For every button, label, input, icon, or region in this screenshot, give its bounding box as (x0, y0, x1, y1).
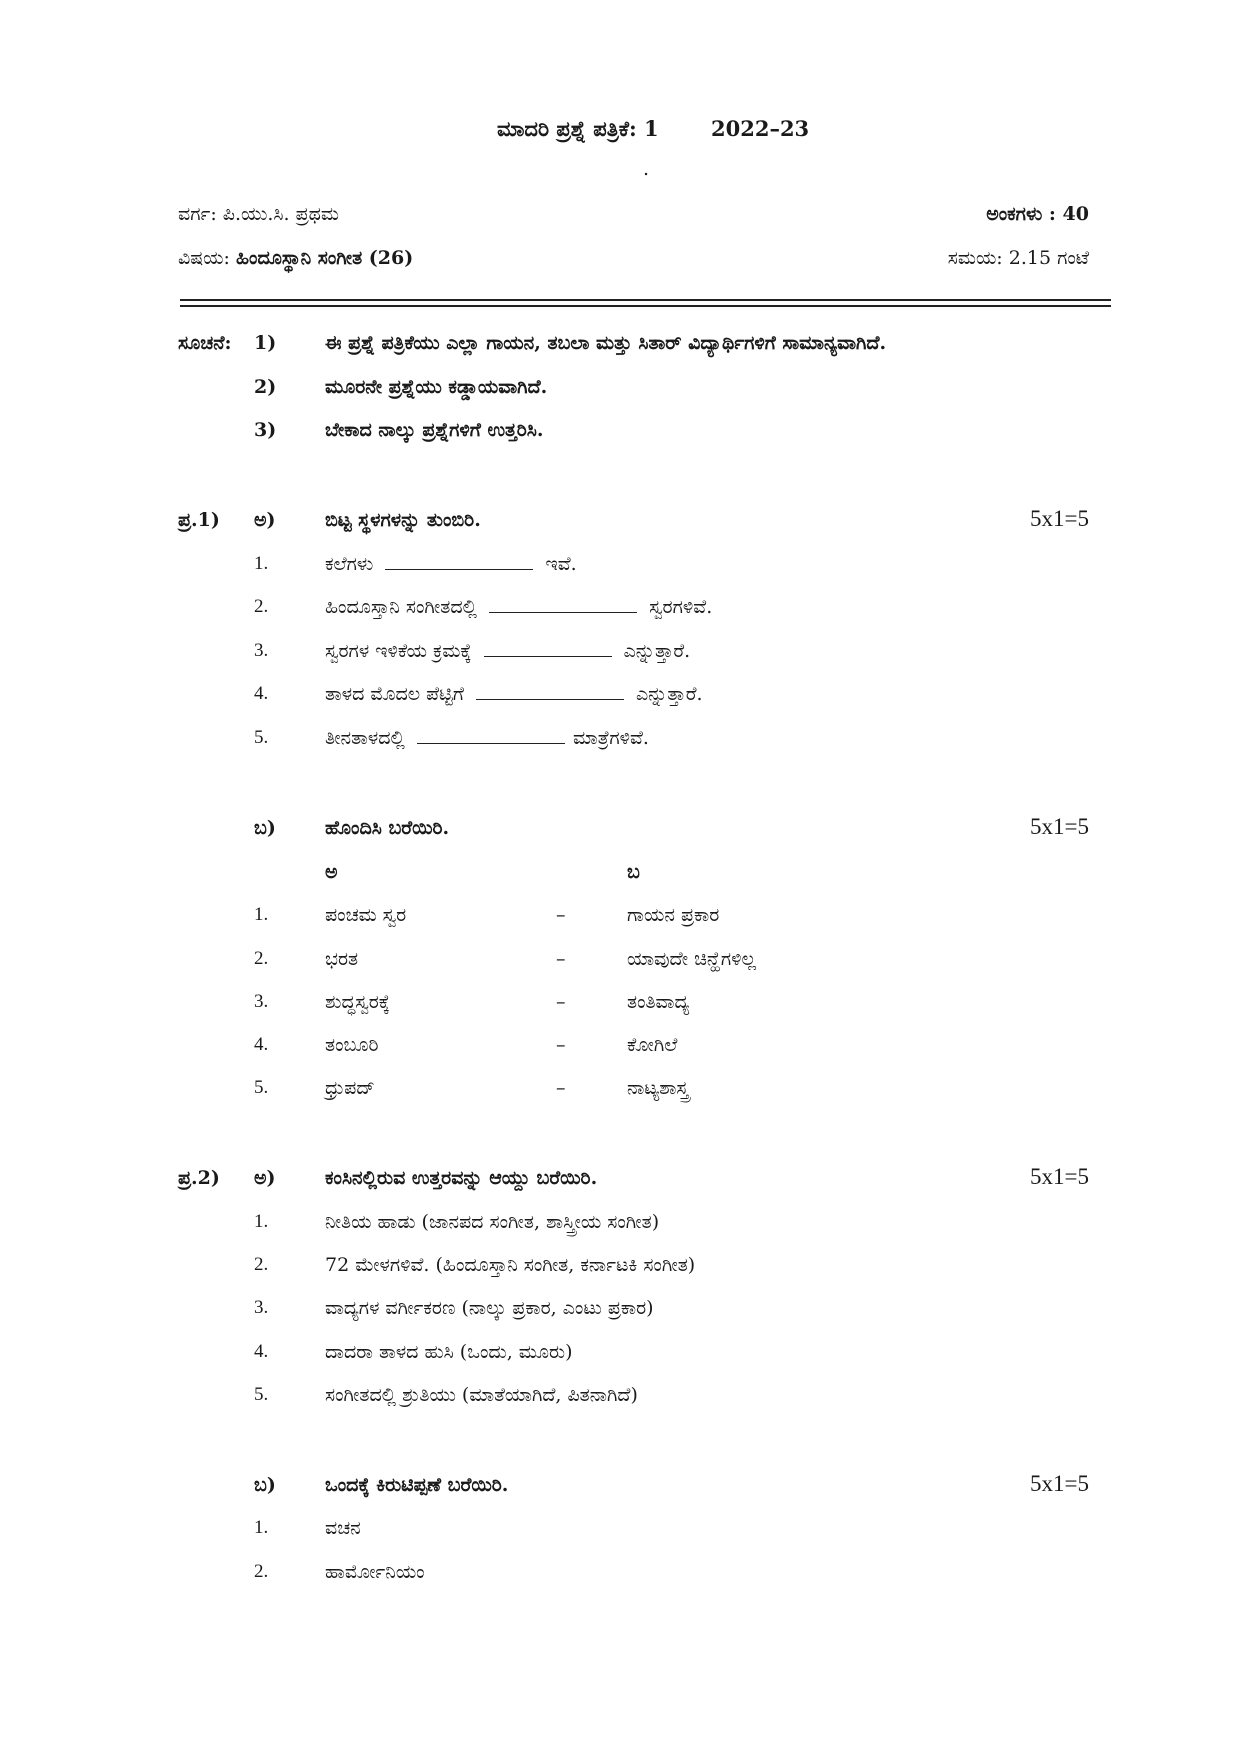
match-dash: – (556, 904, 566, 926)
instruction-num: 1) (254, 332, 277, 354)
match-left: ಪಂಚಮ ಸ್ವರ (325, 904, 407, 926)
blank-line (484, 656, 612, 657)
q2a-sub-label: ಅ) (254, 1167, 276, 1189)
instruction-text: ಬೇಕಾದ ನಾಲ್ಕು ಪ್ರಶ್ನೆಗಳಿಗೆ ಉತ್ತರಿಸಿ. (325, 419, 544, 441)
column-b-header: ಬ (627, 861, 640, 883)
blank-before: ತಾಳದ ಮೊದಲ ಪೆಟ್ಟಿಗೆ (325, 683, 464, 705)
item-number: 3. (254, 1297, 269, 1318)
fill-blank-item (325, 727, 649, 749)
blank-after: ಎನ್ನುತ್ತಾರೆ. (635, 683, 703, 705)
blank-after: ಇವೆ. (545, 553, 577, 575)
q1a-marks: 5x1=5 (1030, 506, 1089, 531)
column-a-header: ಅ (325, 861, 338, 883)
subject-line (178, 247, 413, 269)
blank-after: ಸ್ವರಗಳಿವೆ. (649, 596, 713, 618)
item-number: 5. (254, 727, 269, 748)
match-dash: – (556, 1077, 566, 1099)
q2a-marks: 5x1=5 (1030, 1164, 1089, 1189)
match-left: ಭರತ (325, 948, 359, 970)
item-number: 3. (254, 640, 269, 661)
q2-label: ಪ್ರ.2) (178, 1167, 220, 1189)
item-number: 2. (254, 596, 269, 617)
item-number: 4. (254, 1034, 269, 1055)
choice-item: 72 ಮೇಳಗಳಿವೆ. (ಹಿಂದೂಸ್ತಾನಿ ಸಂಗೀತ, ಕರ್ನಾಟಕಿ ಸಂಗೀತ) (325, 1254, 696, 1276)
q2a-heading: ಕಂಸಿನಲ್ಲಿರುವ ಉತ್ತರವನ್ನು ಆಯ್ದು ಬರೆಯಿರಿ. (325, 1167, 598, 1189)
match-right: ಗಾಯನ ಪ್ರಕಾರ (627, 904, 720, 926)
choice-item: ವಾದ್ಯಗಳ ವರ್ಗೀಕರಣ (ನಾಲ್ಕು ಪ್ರಕಾರ, ಎಂಟು ಪ್ರಕಾರ) (325, 1297, 654, 1319)
class-label: ವರ್ಗ: ಪಿ.ಯು.ಸಿ. ಪ್ರಥಮ (178, 203, 339, 225)
blank-after: ಮಾತ್ರೆಗಳಿವೆ. (572, 727, 649, 749)
instruction-num: 3) (254, 419, 277, 441)
item-number: 2. (254, 1254, 269, 1275)
header-rule-bottom (180, 305, 1111, 307)
blank-before: ತೀನತಾಳದಲ್ಲಿ (325, 727, 405, 749)
short-note-item: ಹಾರ್ಮೋನಿಯಂ (325, 1561, 425, 1583)
q1b-sub-label: ಬ) (254, 817, 276, 839)
q2b-sub-label: ಬ) (254, 1474, 276, 1496)
item-number: 5. (254, 1077, 269, 1098)
item-number: 2. (254, 948, 269, 969)
instruction-num: 2) (254, 376, 277, 398)
match-dash: – (556, 948, 566, 970)
fill-blank-item (325, 553, 577, 575)
choice-item: ಸಂಗೀತದಲ್ಲಿ ಶ್ರುತಿಯು (ಮಾತೆಯಾಗಿದೆ, ಪಿತನಾಗಿದೆ) (325, 1384, 638, 1406)
subject-prefix: ವಿಷಯ: (178, 247, 230, 269)
q2b-heading: ಒಂದಕ್ಕೆ ಕಿರುಟಿಪ್ಪಣೆ ಬರೆಯಿರಿ. (325, 1474, 509, 1496)
short-note-item: ವಚನ (325, 1517, 361, 1539)
header-dot: . (643, 158, 650, 180)
instruction-text: ಈ ಪ್ರಶ್ನೆ ಪತ್ರಿಕೆಯು ಎಲ್ಲಾ ಗಾಯನ, ತಬಲಾ ಮತ್ತು ಸಿತಾರ್ ವಿದ್ಯಾರ್ಥಿಗಳಿಗೆ ಸಾಮಾನ್ಯವಾಗಿದೆ. (325, 332, 887, 354)
q1-label: ಪ್ರ.1) (178, 509, 220, 531)
item-number: 4. (254, 683, 269, 704)
match-right: ಕೋಗಿಲೆ (627, 1034, 678, 1056)
match-dash: – (556, 991, 566, 1013)
choice-item: ದಾದರಾ ತಾಳದ ಹುಸಿ (ಒಂದು, ಮೂರು) (325, 1341, 573, 1363)
subject-name: ಹಿಂದೂಸ್ಥಾನಿ ಸಂಗೀತ (26) (235, 247, 414, 269)
match-left: ಶುದ್ಧಸ್ವರಕ್ಕೆ (325, 991, 390, 1013)
blank-line (417, 743, 565, 744)
item-number: 2. (254, 1561, 269, 1582)
blank-line (385, 569, 533, 570)
blank-before: ಸ್ವರಗಳ ಇಳಿಕೆಯ ಕ್ರಮಕ್ಕೆ (325, 640, 472, 662)
q1b-heading: ಹೊಂದಿಸಿ ಬರೆಯಿರಿ. (325, 817, 450, 839)
paper-year: 2022–23 (711, 116, 810, 141)
blank-line (476, 699, 624, 700)
match-right: ತಂತಿವಾದ್ಯ (627, 991, 690, 1013)
choice-item: ನೀತಿಯ ಹಾಡು (ಜಾನಪದ ಸಂಗೀತ, ಶಾಸ್ತ್ರೀಯ ಸಂಗೀತ) (325, 1211, 660, 1233)
q1a-sub-label: ಅ) (254, 509, 276, 531)
match-left: ತಂಬೂರಿ (325, 1034, 379, 1056)
item-number: 4. (254, 1341, 269, 1362)
q1b-marks: 5x1=5 (1030, 814, 1089, 839)
instructions-label: ಸೂಚನೆ: (178, 332, 232, 354)
item-number: 1. (254, 1517, 269, 1538)
item-number: 1. (254, 904, 269, 925)
item-number: 1. (254, 553, 269, 574)
instruction-text: ಮೂರನೇ ಪ್ರಶ್ನೆಯು ಕಡ್ಡಾಯವಾಗಿದೆ. (325, 376, 548, 398)
match-right: ಯಾವುದೇ ಚಿನ್ಹೆಗಳಿಲ್ಲ (627, 948, 757, 970)
paper-title: ಮಾದರಿ ಪ್ರಶ್ನೆ ಪತ್ರಿಕೆ: 1 (497, 116, 659, 141)
item-number: 3. (254, 991, 269, 1012)
fill-blank-item (325, 683, 703, 705)
q2b-marks: 5x1=5 (1030, 1471, 1089, 1496)
blank-after: ಎನ್ನುತ್ತಾರೆ. (623, 640, 691, 662)
blank-before: ಹಿಂದೂಸ್ತಾನಿ ಸಂಗೀತದಲ್ಲಿ (325, 596, 477, 618)
blank-before: ಕಲೆಗಳು (325, 553, 374, 575)
header-rule-top (180, 299, 1111, 301)
blank-line (489, 612, 637, 613)
match-dash: – (556, 1034, 566, 1056)
item-number: 5. (254, 1384, 269, 1405)
fill-blank-item (325, 640, 690, 662)
q1a-heading: ಬಿಟ್ಟ ಸ್ಥಳಗಳನ್ನು ತುಂಬಿರಿ. (325, 509, 481, 531)
match-right: ನಾಟ್ಯಶಾಸ್ತ್ರ (627, 1077, 689, 1099)
item-number: 1. (254, 1211, 269, 1232)
match-left: ಧ್ರುಪದ್ (325, 1077, 375, 1099)
time-label: ಸಮಯ: 2.15 ಗಂಟೆ (947, 247, 1089, 269)
marks-label: ಅಂಕಗಳು : 40 (986, 203, 1089, 225)
fill-blank-item (325, 596, 712, 618)
